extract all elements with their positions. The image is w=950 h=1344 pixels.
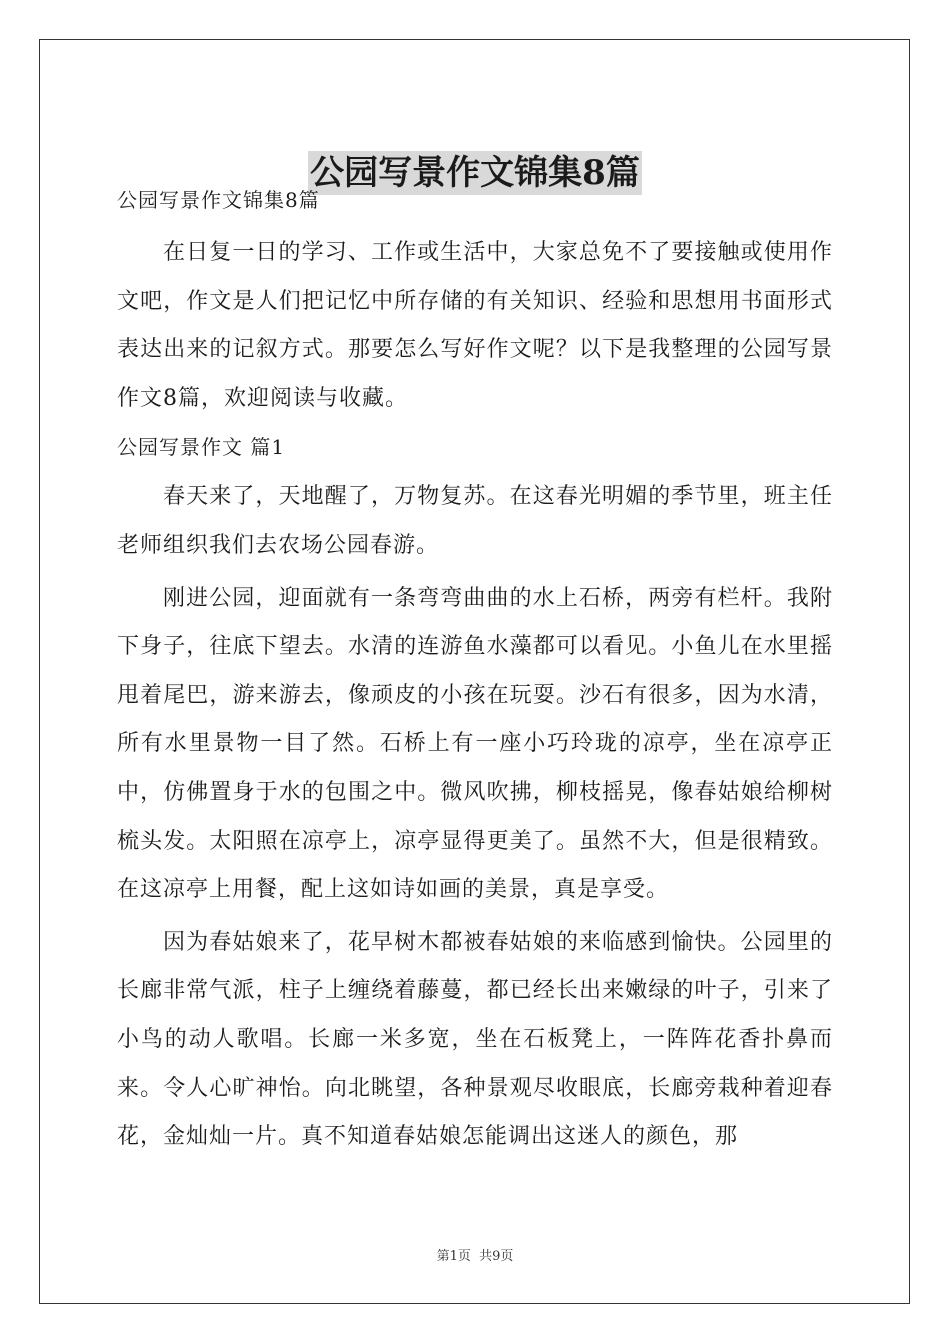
body-paragraph: 因为春姑娘来了，花早树木都被春姑娘的来临感到愉快。公园里的长廊非常气派，柱子上缠绕着藤蔓，都已经长出来嫩绿的叶子，引来了小鸟的动人歌唱。长廊一米多宽，坐在石板凳上，一阵阵花香扑鼻而来。令人心旷神怡。向北眺望，各种景观尽收眼底，长廊旁栽种着迎春花，金灿灿一片。真不知道春姑娘怎能调出这迷人的颜色，那	[117, 929, 833, 1150]
document-title: 公园写景作文锦集8篇	[310, 152, 640, 193]
section-heading: 公园写景作文 篇1	[117, 435, 286, 460]
body-paragraph: 刚进公园，迎面就有一条弯弯曲曲的水上石桥，两旁有栏杆。我附下身子，往底下望去。水清的连游鱼水藻都可以看见。小鱼儿在水里摇甩着尾巴，游来游去，像顽皮的小孩在玩耍。沙石有很多，因为水清，所有水里景物一目了然。石桥上有一座小巧玲珑的凉亭，坐在凉亭正中，仿佛置身于水的包围之中。微风吹拂，柳枝摇晃，像春姑娘给柳树梳头发。太阳照在凉亭上，凉亭显得更美了。虽然不大，但是很精致。在这凉亭上用餐，配上这如诗如画的美景，真是享受。	[117, 585, 833, 903]
body-paragraph: 春天来了，天地醒了，万物复苏。在这春光明媚的季节里，班主任老师组织我们去农场公园春游。	[117, 484, 833, 558]
document-body	[117, 180, 833, 1166]
page-footer	[0, 1245, 950, 1264]
document-subtitle: 公园写景作文锦集8篇	[117, 188, 320, 212]
page-total: 共9页	[479, 1249, 514, 1264]
intro-paragraph: 在日复一日的学习、工作或生活中，大家总免不了要接触或使用作文吧，作文是人们把记忆中所存储的有关知识、经验和思想用书面形式表达出来的记叙方式。那要怎么写好作文呢？以下是我整理的公园写景作文8篇，欢迎阅读与收藏。	[117, 240, 833, 411]
page-number: 第1页	[436, 1249, 471, 1264]
